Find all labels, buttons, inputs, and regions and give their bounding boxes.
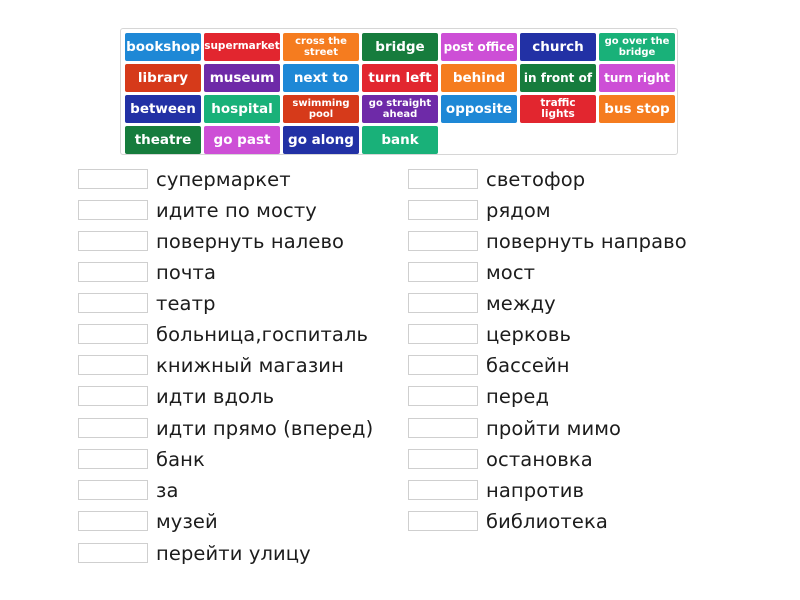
match-row <box>408 385 549 407</box>
answer-drop-box[interactable] <box>408 231 478 251</box>
answer-drop-box[interactable] <box>78 169 148 189</box>
russian-word: почта <box>156 260 217 284</box>
russian-word: театр <box>156 291 216 315</box>
match-row <box>78 542 311 564</box>
answer-drop-box[interactable] <box>78 449 148 469</box>
tile-theatre[interactable]: theatre <box>125 126 201 154</box>
match-row <box>78 448 205 470</box>
russian-word: банк <box>156 447 205 471</box>
russian-word: мост <box>486 260 536 284</box>
russian-word: больница,госпиталь <box>156 322 369 346</box>
tile-bank[interactable]: bank <box>362 126 438 154</box>
match-row <box>408 323 571 345</box>
answer-drop-box[interactable] <box>78 324 148 344</box>
russian-word: идти прямо (вперед) <box>156 416 374 440</box>
answer-drop-box[interactable] <box>78 200 148 220</box>
russian-word: идите по мосту <box>156 198 317 222</box>
russian-word: повернуть налево <box>156 229 345 253</box>
answer-drop-box[interactable] <box>78 418 148 438</box>
answer-drop-box[interactable] <box>78 386 148 406</box>
tile-bookshop[interactable]: bookshop <box>125 33 201 61</box>
answer-drop-box[interactable] <box>78 543 148 563</box>
match-row <box>78 354 344 376</box>
russian-word: церковь <box>486 322 572 346</box>
match-row <box>408 168 585 190</box>
match-row <box>78 230 344 252</box>
match-row <box>408 199 551 221</box>
answer-drop-box[interactable] <box>408 262 478 282</box>
tile-library[interactable]: library <box>125 64 201 92</box>
tile-cross-the-street[interactable]: cross the street <box>283 33 359 61</box>
russian-word: книжный магазин <box>156 353 344 377</box>
tile-go-along[interactable]: go along <box>283 126 359 154</box>
russian-word: идти вдоль <box>156 384 275 408</box>
match-row <box>408 448 593 470</box>
russian-word: между <box>486 291 556 315</box>
tile-turn-right[interactable]: turn right <box>599 64 675 92</box>
tile-traffic-lights[interactable]: traffic lights <box>520 95 596 123</box>
russian-word: бассейн <box>486 353 570 377</box>
tile-bus-stop[interactable]: bus stop <box>599 95 675 123</box>
tile-bridge[interactable]: bridge <box>362 33 438 61</box>
answer-drop-box[interactable] <box>408 200 478 220</box>
match-row <box>78 385 274 407</box>
match-row <box>78 479 179 501</box>
russian-word: остановка <box>486 447 593 471</box>
match-row <box>78 510 218 532</box>
match-row <box>408 417 621 439</box>
tile-post-office[interactable]: post office <box>441 33 517 61</box>
russian-word: светофор <box>486 167 586 191</box>
match-row <box>408 510 608 532</box>
answer-drop-box[interactable] <box>78 511 148 531</box>
answer-drop-box[interactable] <box>408 511 478 531</box>
match-row <box>78 323 368 345</box>
answer-drop-box[interactable] <box>78 355 148 375</box>
russian-word: рядом <box>486 198 551 222</box>
russian-word: библиотека <box>486 509 608 533</box>
russian-word: супермаркет <box>156 167 291 191</box>
match-row <box>78 261 216 283</box>
answer-drop-box[interactable] <box>408 169 478 189</box>
tile-between[interactable]: between <box>125 95 201 123</box>
answer-drop-box[interactable] <box>408 324 478 344</box>
tile-behind[interactable]: behind <box>441 64 517 92</box>
russian-word: повернуть направо <box>486 229 687 253</box>
tile-swimming-pool[interactable]: swimming pool <box>283 95 359 123</box>
tile-hospital[interactable]: hospital <box>204 95 280 123</box>
match-row <box>78 168 291 190</box>
tile-go-over-the-bridge[interactable]: go over the bridge <box>599 33 675 61</box>
word-tile-bank <box>120 28 678 155</box>
match-row <box>78 199 317 221</box>
answer-drop-box[interactable] <box>408 293 478 313</box>
match-row <box>408 479 584 501</box>
answer-drop-box[interactable] <box>78 293 148 313</box>
tile-in-front-of[interactable]: in front of <box>520 64 596 92</box>
match-row <box>78 417 373 439</box>
russian-word: перед <box>486 384 550 408</box>
tile-next-to[interactable]: next to <box>283 64 359 92</box>
answer-drop-box[interactable] <box>408 418 478 438</box>
answer-drop-box[interactable] <box>408 449 478 469</box>
answer-drop-box[interactable] <box>78 480 148 500</box>
match-row <box>408 230 687 252</box>
russian-word: пройти мимо <box>486 416 622 440</box>
russian-word: музей <box>156 509 218 533</box>
answer-drop-box[interactable] <box>408 355 478 375</box>
tile-supermarket[interactable]: supermarket <box>204 33 280 61</box>
tile-opposite[interactable]: opposite <box>441 95 517 123</box>
russian-word: перейти улицу <box>156 541 311 565</box>
answer-drop-box[interactable] <box>78 231 148 251</box>
answer-drop-box[interactable] <box>408 386 478 406</box>
match-row <box>78 292 216 314</box>
match-row <box>408 354 570 376</box>
match-row <box>408 261 535 283</box>
tile-go-straight-ahead[interactable]: go straight ahead <box>362 95 438 123</box>
tile-go-past[interactable]: go past <box>204 126 280 154</box>
match-row <box>408 292 556 314</box>
russian-word: напротив <box>486 478 585 502</box>
tile-museum[interactable]: museum <box>204 64 280 92</box>
tile-church[interactable]: church <box>520 33 596 61</box>
tile-turn-left[interactable]: turn left <box>362 64 438 92</box>
answer-drop-box[interactable] <box>78 262 148 282</box>
russian-word: за <box>156 478 179 502</box>
answer-drop-box[interactable] <box>408 480 478 500</box>
